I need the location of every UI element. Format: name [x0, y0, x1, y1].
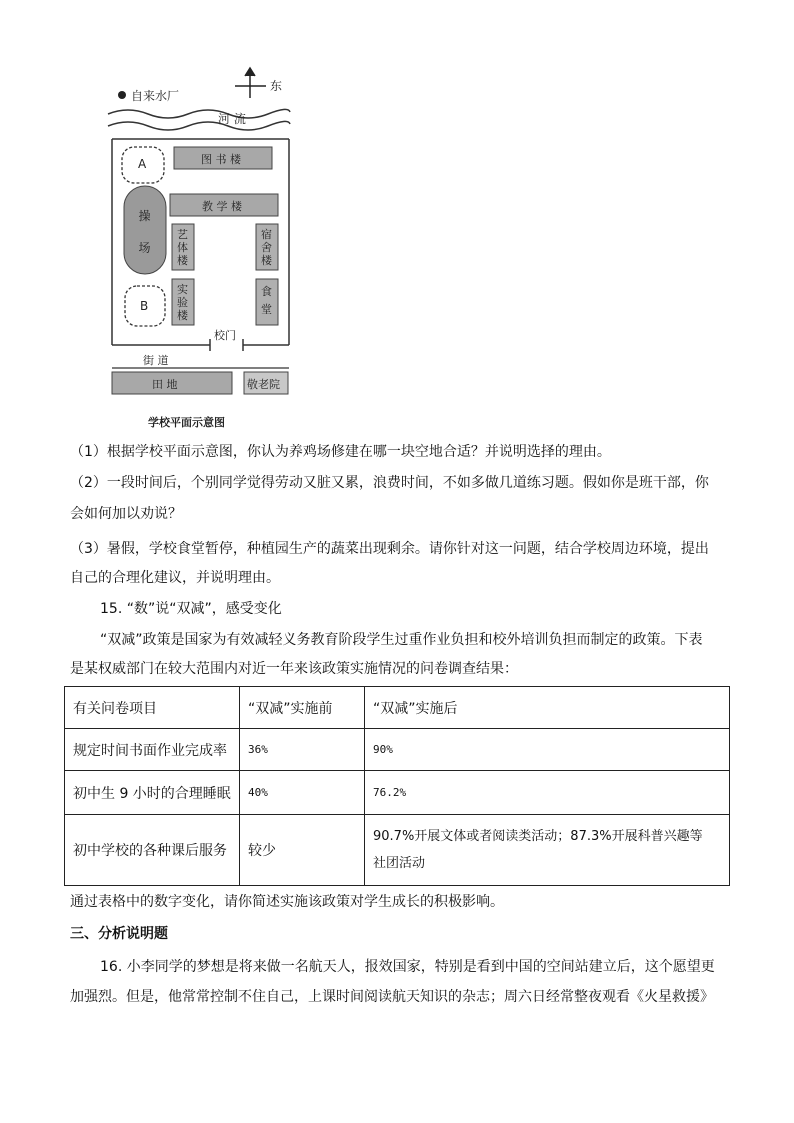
table-cell: 较少 [240, 815, 365, 886]
table-cell: 规定时间书面作业完成率 [65, 729, 240, 771]
river-label: 河 流 [218, 112, 246, 126]
school-plan-map [0, 0, 794, 440]
map-drawing [0, 0, 794, 440]
table-cell: 初中生 9 小时的合理睡眠 [65, 771, 240, 815]
table-header-cell: “双减”实施前 [240, 687, 365, 729]
table-cell: 76.2% [365, 771, 730, 815]
canteen-label: 食 堂 [261, 285, 272, 316]
nursing-home-label: 敬老院 [247, 378, 280, 391]
q16-line-2: 加强烈。但是，他常常控制不住自己，上课时间阅读航天知识的杂志；周六日经常整夜观看《火星救援》 [70, 989, 714, 1005]
table-header-cell: 有关问卷项目 [65, 687, 240, 729]
farmland-label: 田 地 [152, 378, 178, 391]
table-header-cell: “双减”实施后 [365, 687, 730, 729]
compass-arrow-icon [235, 68, 266, 98]
service-line-1: 90.7%开展文体或者阅读类活动；87.3%开展科普兴趣等 [373, 829, 703, 844]
question-2-line-2: 会如何加以劝说？ [70, 506, 182, 522]
teaching-label: 教 学 楼 [202, 200, 242, 213]
slot-b-label: B [140, 299, 149, 313]
table-row [65, 815, 730, 886]
section-3-heading: 三、分析说明题 [70, 926, 168, 942]
question-3-line-2: 自己的合理化建议，并说明理由。 [70, 570, 280, 586]
river-lines [108, 109, 290, 130]
q15-title: 15. “数”说“双减”，感受变化 [100, 601, 282, 617]
table-cell [365, 815, 730, 886]
service-line-2: 社团活动 [373, 856, 426, 871]
gate-label: 校门 [214, 329, 236, 342]
table-cell: 90% [365, 729, 730, 771]
slot-a-label: A [138, 157, 147, 171]
table-row [65, 771, 730, 815]
table-row [65, 729, 730, 771]
question-2-line-1: （2）一段时间后，个别同学觉得劳动又脏又累，浪费时间，不如多做几道练习题。假如你是班干部，你 [70, 475, 709, 491]
question-1: （1）根据学校平面示意图，你认为养鸡场修建在哪一块空地合适？并说明选择的理由。 [70, 444, 611, 460]
map-caption: 学校平面示意图 [148, 416, 225, 429]
east-label: 东 [270, 79, 283, 93]
dorm-label: 宿舍楼 [261, 228, 272, 267]
table-cell: 初中学校的各种课后服务 [65, 815, 240, 886]
table-cell: 36% [240, 729, 365, 771]
arts-label: 艺体楼 [177, 228, 188, 267]
q15-question: 通过表格中的数字变化，请你简述实施该政策对学生成长的积极影响。 [70, 894, 504, 910]
table-cell: 40% [240, 771, 365, 815]
playground-label: 操 场 [138, 209, 151, 255]
question-3-line-1: （3）暑假，学校食堂暂停，种植园生产的蔬菜出现剩余。请你针对这一问题，结合学校周边环境，提出 [70, 541, 709, 557]
waterworks-dot [118, 91, 126, 99]
survey-table [64, 686, 730, 886]
table-header-row [65, 687, 730, 729]
q15-intro-line-1: “双减”政策是国家为有效减轻义务教育阶段学生过重作业负担和校外培训负担而制定的政策。下表 [100, 632, 703, 648]
street-label: 街 道 [143, 354, 169, 367]
lab-label: 实验楼 [177, 283, 188, 322]
waterworks-label: 自来水厂 [131, 89, 180, 103]
q15-intro-line-2: 是某权威部门在较大范围内对近一年来该政策实施情况的问卷调查结果： [70, 661, 518, 677]
q16-line-1: 16. 小李同学的梦想是将来做一名航天人，报效国家，特别是看到中国的空间站建立后，这个愿望更 [100, 959, 715, 975]
library-label: 图 书 楼 [201, 153, 241, 166]
